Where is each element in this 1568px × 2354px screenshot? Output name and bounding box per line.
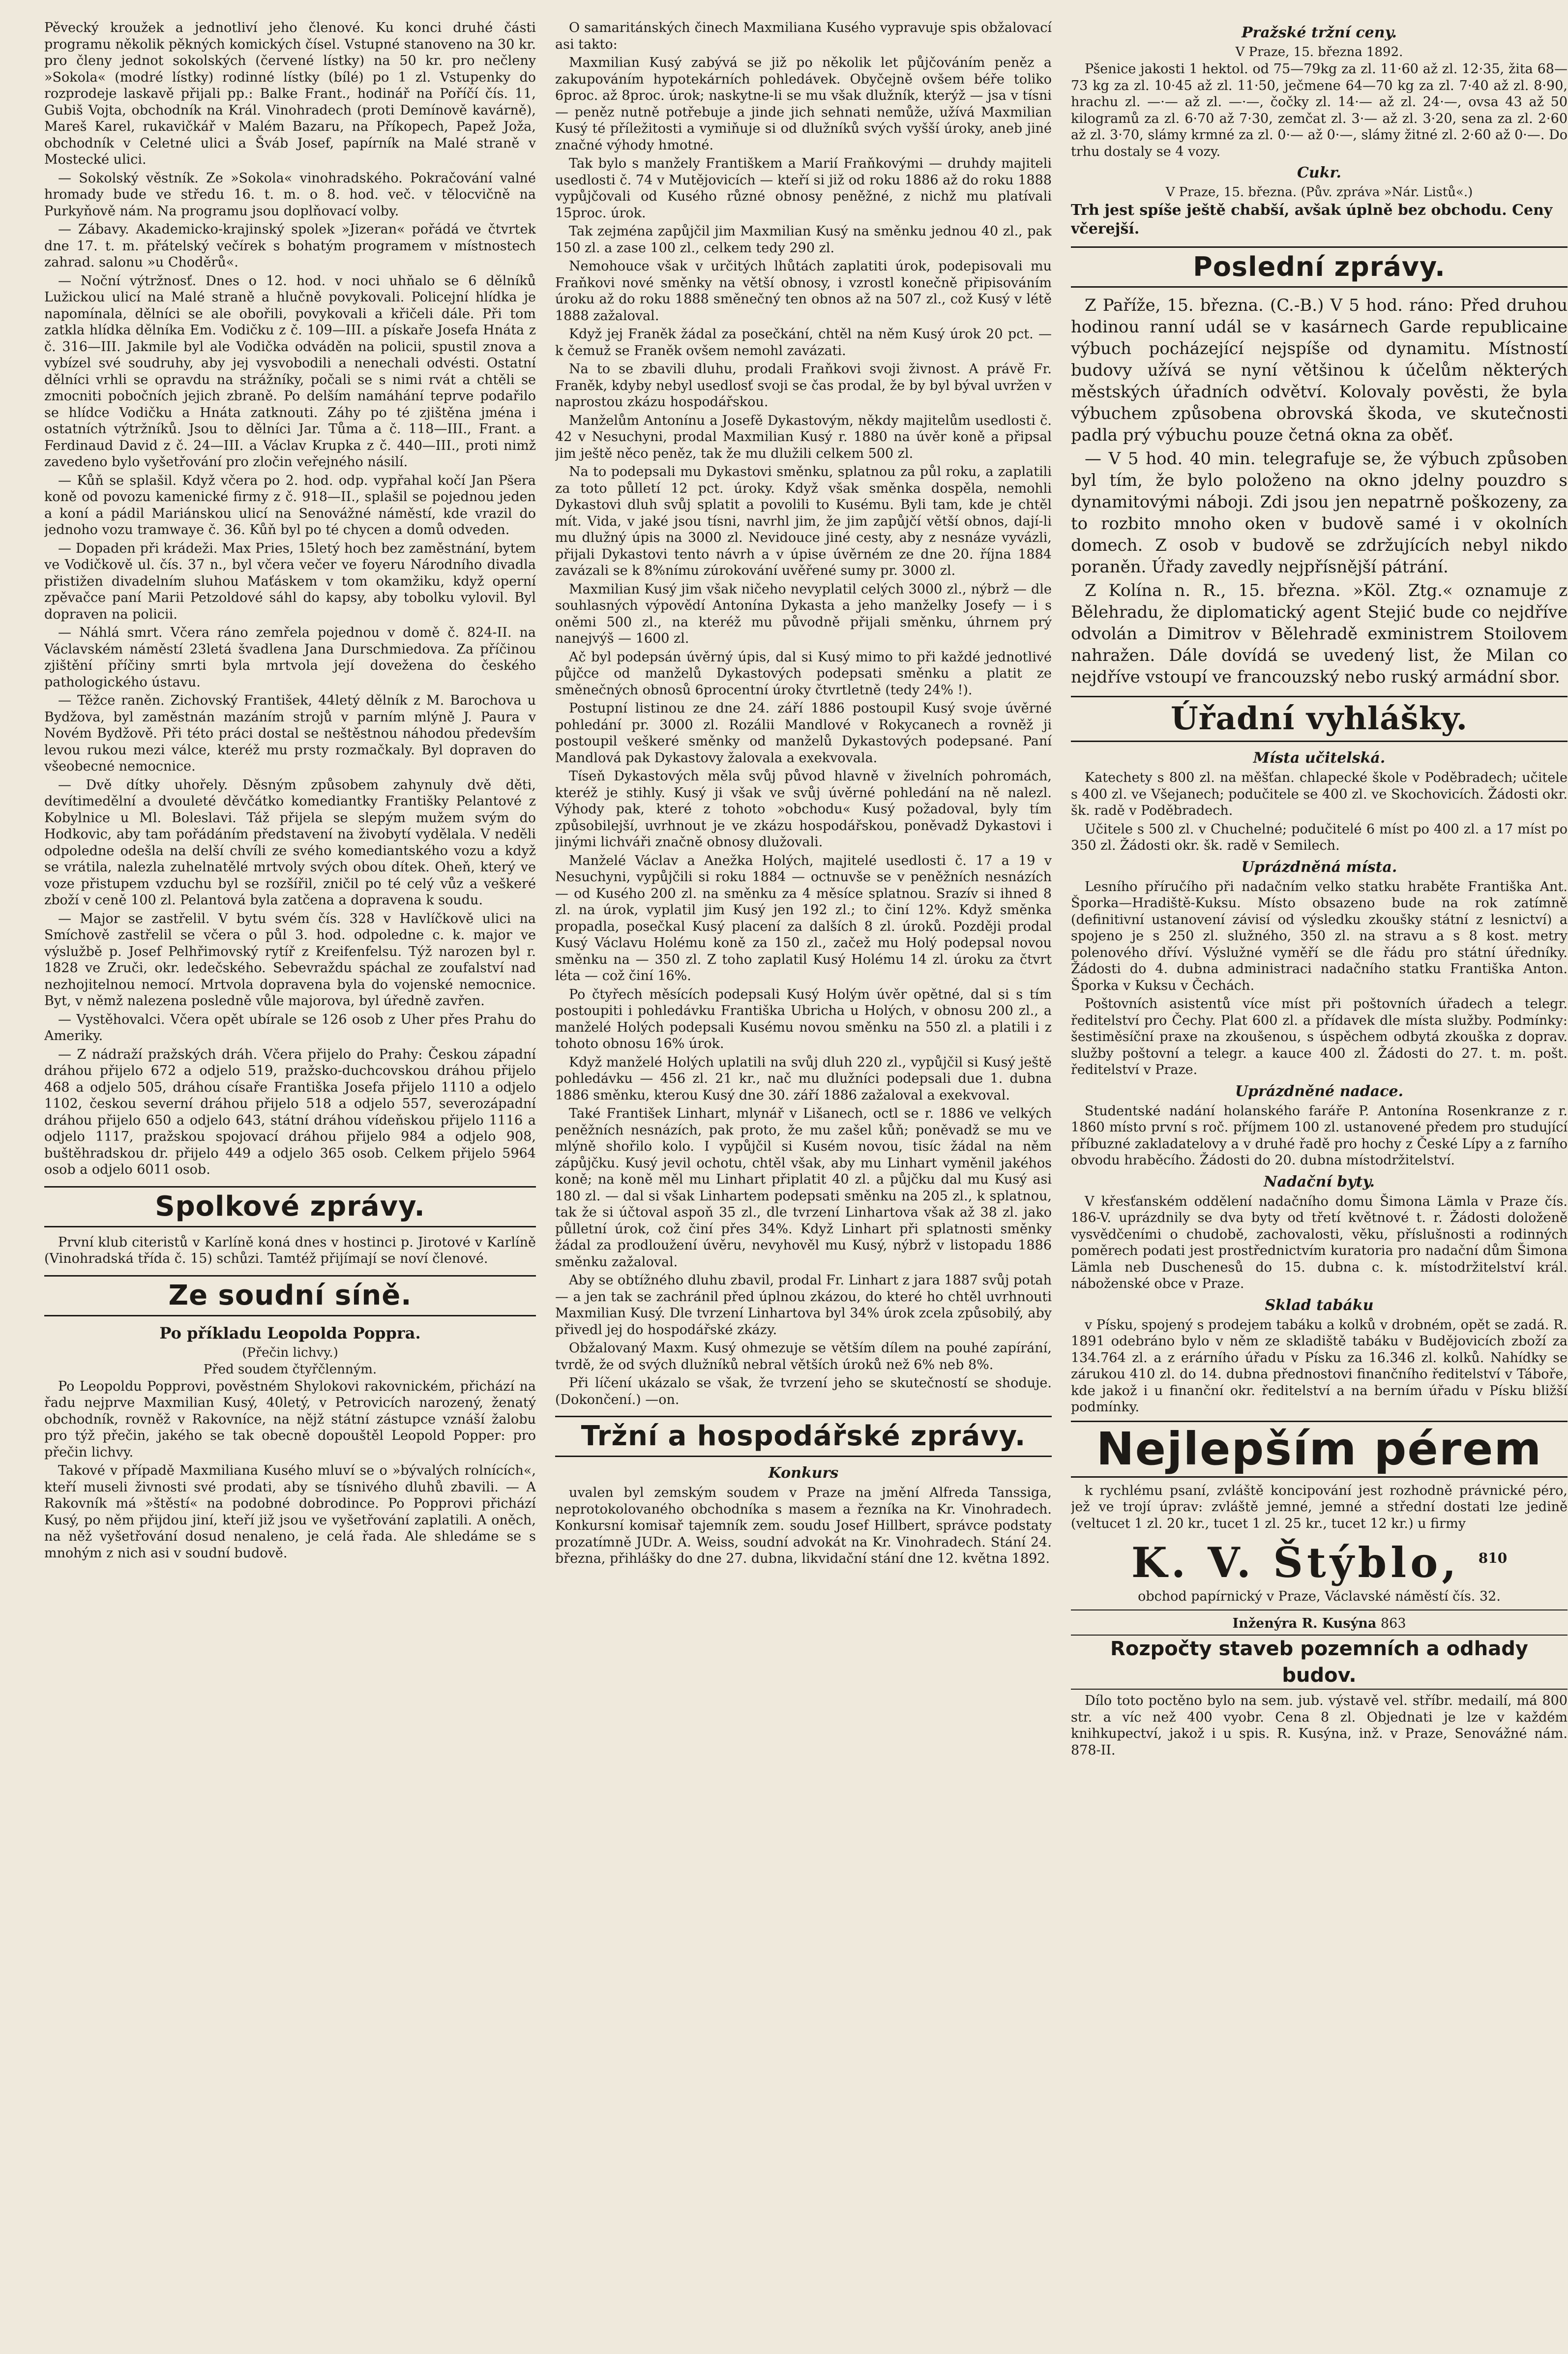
market-date: V Praze, 15. března 1892. bbox=[1235, 45, 1403, 60]
paragraph: — Kůň se splašil. Když včera po 2. hod. odp. vypřahal kočí Jan Pšera koně od povozu kamenické firmy z č. 918—II., splašil se pojednou jeden a koní a pádil Mariánskou ulicí na Senovážné náměstí, kde vrazil do jednoho vozu tramwaye č. 36. Kůň byl po té chycen a domů odveden. bbox=[44, 473, 536, 537]
paragraph: — Major se zastřelil. V bytu svém čís. 328 v Havlíčkově ulici na Smíchově zastřelil se včera o půl 3. hod. odpoledne c. k. major ve výslužbě p. Josef Pelhřimovský rytíř z Kreifenfelsu. Týž narozen byl r. 1828 ve Zruči, okr. ledečského. Sebevraždu spáchal ze zoufalství nad nezhojitelnou nemocí. Mrtvola dopravena byla do vojenské nemocnice. Byt, v němž nalezena posledně vůle majorova, byl úředně zavřen. bbox=[44, 911, 536, 1009]
section-title-spolkove: Spolkové zprávy. bbox=[44, 1186, 536, 1227]
paragraph: — Těžce raněn. Zichovský František, 44letý dělník z M. Barochova u Bydžova, byl zaměstnán mazáním strojů v parním mlýně J. Paura v Novém Bydžově. Při této práci dostal se neštěstnou náhodou především levou rukou mezi válce, kteréž mu prsty rozmačkaly. Byl dopraven do všeobecné nemocnice. bbox=[44, 693, 536, 774]
paragraph: Takové v případě Maxmiliana Kusého mluví se o »bývalých rolnících«, kteří museli živnosti své prodati, aby se tísnivého dluhů zbavili. — A Rakovník má »štěstí« na podobné dobrodince. Po Popprovi přichází Kusý, po něm přijdou jiní, kteří již jsou ve vyšetřování zaplatili. A oněch, na něž vyšetřování dosud nenaleno, je celá řada. Ale shledáme se s mnohým z nich asi v soudní budově. bbox=[44, 1463, 536, 1561]
paragraph: Poštovních asistentů více míst při poštovních úřadech a telegr. ředitelství pro Čechy. Plat 600 zl. a přídavek dle místa služby. Podmínky: šestiměsíční praxe na zkoušenou, s úspěchem odbytá zkouška z doprav. služby poštovní a telegr. a kauce 400 zl. Žádosti do 27. t. m. pošt. ředitelství v Praze. bbox=[1071, 996, 1568, 1077]
section-title-trzni: Tržní a hospodářské zprávy. bbox=[555, 1416, 1052, 1457]
paragraph: — Dopaden při krádeži. Max Pries, 15letý hoch bez zaměstnání, bytem ve Vodičkově ul. čís. 37 n., byl včera večer ve foyeru Národního divadla přistižen divadelním sluhou Maťáskem v tom okamžiku, když operní zpěvačce paní Marii Petzoldové sáhl do kapsy, aby tobolku vylovil. Byl dopraven na policii. bbox=[44, 540, 536, 622]
paragraph: — Vystěhovalci. Včera opět ubírale se 126 osob z Uher přes Prahu do Ameriky. bbox=[44, 1012, 536, 1043]
ad-text: Dílo toto poctěno bylo na sem. jub. výstavě vel. stříbr. medailí, má 800 str. a víc než 400 vyobr. Cena 8 zl. Objednati je lze v každém knihkupectví, jakož i u spis. R. Kusýna, inž. v Praze, Senovážné nám. 878-II. bbox=[1071, 1693, 1568, 1758]
paragraph: Obžalovaný Maxm. Kusý ohmezuje se větším dílem na pouhé zapírání, tvrdě, že od svých dlužníků nebral větších úroků než 6% neb 8%. bbox=[555, 1341, 1052, 1372]
paragraph: Maxmilian Kusý zabývá se již po několik let půjčováním peněz a zakupováním hypotekárních pohledávek. Obyčejně ovšem béře toliko 6proc. až 8proc. úrok; naskytne-li se mu však dlužník, kterýž — jsa v tísni — peněz nutně potřebuje a jinde jich sehnati nemůže, užívá Maxmilian Kusý té příležitosti a vymiňuje si od dlužníků svých vyšší úroky, aneb jiné značné výhody hmotné. bbox=[555, 55, 1052, 153]
paragraph: První klub citeristů v Karlíně koná dnes v hostinci p. Jirotové v Karlíně (Vinohradská třída č. 15) schůzi. Tamtéž přijímají se noví členové. bbox=[44, 1234, 536, 1266]
ad-text: k rychlému psaní, zvláště koncipování jest rozhodně právnické péro, jež ve trojí úprav: zvláště jemné, jemné a střední dostati lze jedině (veltucet 1 zl. 20 kr., tucet 1 zl. 25 kr., tucet 12 kr.) u firmy bbox=[1071, 1483, 1568, 1531]
ad-title-pen: Nejlepším pérem bbox=[1071, 1421, 1568, 1478]
subsection-heading: Nadační byty. bbox=[1264, 1173, 1375, 1191]
paragraph: Maxmilian Kusý jim však ničeho nevyplatil celých 3000 zl., nýbrž — dle souhlasných výpovědí Antonína Dykasta a jeho manželky Josefy — i s oněmi 500 zl., na kteréž mu původně přijali směnku, úhrnem prý nanejvýš — 1600 zl. bbox=[555, 581, 1052, 646]
subsection-heading: Místa učitelská. bbox=[1253, 749, 1386, 767]
subsection-heading: Sklad tabáku bbox=[1265, 1296, 1374, 1314]
paragraph: Učitele s 500 zl. v Chuchelné; podučitelé 6 míst po 400 zl. a 17 míst po 350 zl. Žádosti okr. šk. radě v Semilech. bbox=[1071, 821, 1568, 853]
ad-address: obchod papírnický v Praze, Václavské náměstí čís. 32. bbox=[1138, 1589, 1501, 1604]
section-title-soudni: Ze soudní síně. bbox=[44, 1275, 536, 1316]
article-title: Po příkladu Leopolda Poppra. bbox=[159, 1323, 421, 1342]
paragraph: Při líčení ukázalo se však, že tvrzení jeho se skutečností se shoduje. (Dokončení.) —on. bbox=[555, 1375, 1052, 1407]
paragraph: Lesního příručího při nadačním velko statku hraběte Františka Ant. Šporka—Hradiště-Kuksu. Místo obsazeno bude na rok zatímně (definitivní ustanovení závisí od výsledku zkoušky státní z lesnictví) a spojeno je s 250 zl. služného, 350 zl. na stravu a s 8 kost. metry polenového dříví. Výslužné vyměří se dle řádu pro státní úředníky. Žádosti do 4. dubna administraci nadačního statku Františka Anton. Šporka v Kuksu v Čechách. bbox=[1071, 879, 1568, 993]
section-title-uredni: Úřadní vyhlášky. bbox=[1071, 696, 1568, 742]
paragraph: Také František Linhart, mlynář v Lišanech, octl se r. 1886 ve velkých peněžních nesnázích, pak proto, že mu zašel kůň; poněvadž se mu ve mlýně shořilo kolo. I vypůjčil si Kusém novou, tisíc žádal na něm zápůjčku. Kusý jevil ochotu, chtěl však, aby mu Linhart vyměnil jakéhos koně; na koně měl mu Linhart připlatit 40 zl. a půjčku dal mu Kusý asi 180 zl. — dal si však Linhartem podepsati směnku na 205 zl., k splatnou, tak že si účtoval aspoň 35 zl., dle tvrzení Linhartova však až 38 zl. jako půlletní úrok, což činí přes 34%. Když Linhart při splatnosti směnky žádal za prodloužení úvěru, nevyhověl mu Kusý, nýbrž v listopadu 1886 směnku zažaloval. bbox=[555, 1106, 1052, 1270]
paragraph: — Sokolský věstník. Ze »Sokola« vinohradského. Pokračování valné hromady bude ve středu 16. t. m. o 8. hod. več. v tělocvičně na Purkyňově nám. Na programu jsou doplňovací volby. bbox=[44, 170, 536, 219]
paragraph: — Dvě dítky uhořely. Děsným způsobem zahynuly dvě děti, devítimedělní a dvouleté děvčátko komediantky Františky Pelantové z Kobylnice u Ml. Boleslavi. Táž přijela se slepým mužem svým do Hodkovic, aby tam pořádáním představení na živobytí vydělala. V neděli odpoledne odešla na delší chvíli ze svého komediantského vozu a když se vrátila, nalezla zuhelnatělé mrtvoly svých obou dítek. Oheň, který ve voze přistupem vzduchu byl se rozšířil, zničil po té celý vůz a veškeré zboží v ceně 100 zl. Pelantová byla zatčena a dopravena k soudu. bbox=[44, 777, 536, 908]
paragraph: Po čtyřech měsících podepsali Kusý Holým úvěr opětné, dal si s tím postoupiti i pohledávku Františka Ubricha u Holých, v obnosu 200 zl., a manželé Holých podepsali Kusému novou směnku na 550 zl. a platili i z tohoto obnosu 16% úrok. bbox=[555, 986, 1052, 1051]
paragraph: Ač byl podepsán úvěrný úpis, dal si Kusý mimo to při každé jednotlivé půjčce od manželů Dykastových podepsati směnku a platit ze směnečných obnosů 6procentní úroky čtvrtletně (tedy 24% !). bbox=[555, 649, 1052, 698]
paragraph: Manželé Václav a Anežka Holých, majitelé usedlosti č. 17 a 19 v Nesuchyni, vypůjčili si roku 1884 — octnuvše se v peněžních nesnázích — od Kusého 200 zl. na směnku za 4 měsíce splatnou. Srazív si ihned 8 zl. na úrok, vyplatil jim Kusý jen 192 zl.; to činí 12%. Když směnka propadla, posečkal Kusý placení za dalších 8 zl. úroků. Později prodal Kusý Václavu Holému koně za 150 zl., začež mu Holý podepsal novou směnku na — 350 zl. Z toho zaplatil Kusý Holému 14 zl. úroku za čtvrt léta — což činí 16%. bbox=[555, 853, 1052, 983]
paragraph: Když manželé Holých uplatili na svůj dluh 220 zl., vypůjčil si Kusý ještě pohledávku — 456 zl. 21 kr., nač mu dlužníci podepsali due 1. dubna 1886 směnku, kterou Kusý dne 30. září 1886 zažaloval a exekvoval. bbox=[555, 1054, 1052, 1103]
paragraph: uvalen byl zemským soudem v Praze na jmění Alfreda Tanssiga, neprotokolovaného obchodníka s masem a řezníka na Kr. Vinohradech. Konkursní komisař tajemník zem. soudu Josef Hillbert, správce podstaty prozatímně JUDr. A. Weiss, soudní advokát na Kr. Vinohradech. Stání 24. března, přihlášky do dne 27. dubna, likvidační stání dne 12. května 1892. bbox=[555, 1485, 1052, 1566]
paragraph: V křesťanském oddělení nadačního domu Šimona Lämla v Praze čís. 186-V. uprázdnily se dva byty od třetí květnové t. r. Žádosti doloženě vysvědčeními o chudobě, zachovalosti, věku, příslušnosti a rodinných poměrech podati jest prostřednictvím kuratoria pro nadační dům Šimona Lämla neb Duschenesů do 15. dubna c. k. místodržitelství král. náboženské obce v Praze. bbox=[1071, 1193, 1568, 1291]
paragraph: Nemohouce však v určitých lhůtách zaplatiti úrok, podepisovali mu Fraňkovi nové směnky na větší obnosy, i vzrostl konečně připisováním úroku až do roku 1888 směnečný ten obnos až na 507 zl., což Kusý v létě 1888 zažaloval. bbox=[555, 259, 1052, 324]
ad-title-budgets: Rozpočty staveb pozemních a odhady budov. bbox=[1071, 1635, 1568, 1690]
paragraph: Tak bylo s manžely Františkem a Marií Fraňkovými — druhdy majiteli usedlosti č. 74 v Mutějovicích — kteří si již od roku 1886 až do roku 1888 vypůjčovali od Kusého různé obnosy peněžné, z nichž mu platívali 15proc. úrok. bbox=[555, 156, 1052, 221]
ad-company-label: K. V. Štýblo, bbox=[1131, 1538, 1460, 1587]
sugar-date: V Praze, 15. března. (Pův. zpráva »Nár. Listů«.) bbox=[1165, 185, 1473, 200]
latest-news bbox=[1071, 246, 1568, 688]
paragraph: Na to podepsali mu Dykastovi směnku, splatnou za půl roku, a zaplatili za toto půlletí 12 pct. úroky. Když však směnka dospěla, nemohli Dykastovi dluh svůj splatit a povolili to Kusému. Byli tam, kde je chtěl mít. Vida, v jaké jsou tísni, navrhl jim, že jim zapůjčí větší obnos, dají-li mu dlužný úpis na 3000 zl. Nevidouce jiné cesty, aby z nesnáze vyvázli, přijali Dykastovi tento návrh a v úpise úvěrném ze dne 20. října 1884 zavázali se k 8%nímu zúrokování uvěřené sumy pr. 3000 zl. bbox=[555, 464, 1052, 578]
subsection-heading: Uprázdněné nadace. bbox=[1235, 1082, 1404, 1100]
paragraph: — Zábavy. Akademicko-krajinský spolek »Jizeran« pořádá ve čtvrtek dne 17. t. m. přátelský večírek s bohatým programem v místnostech zahrad. salonu »u Choděrů«. bbox=[44, 222, 536, 270]
paragraph: — Noční výtržnosť. Dnes o 12. hod. v noci uhňalo se 6 dělníků Lužickou ulicí na Malé straně a hlučně povykovali. Policejní hlídka je napomínala, dělníci se ale obořili, povykovali a křičeli dále. Při tom zatkla hlídka dělníka Em. Vodičku z č. 109—III. a pískaře Josefa Hnáta z č. 316—III. Jakmile byl ale Vodička odváděn na policii, spustil znova a vybízel své soudruhy, aby jej vysvobodili a nenechali odvésti. Ostatní dělníci vrhli se opravdu na strážníky, počali se s nimi rvát a chtěli se zmocniti pobočních jejich zbraně. Po delším namáhání teprve podařilo se hlídce Vodičku a Hnáta zatknouti. Záhy po té zjištěna jména i ostatních výtržníků. Jsou to dělníci Jar. Tůma a č. 118—III., Frant. a Ferdinaud David z č. 24—III. a Václav Krupka z č. 440—III., proti nimž zavedeno bylo vyšetřování pro zločin veřejného násilí. bbox=[44, 273, 536, 470]
sugar-heading: Cukr. bbox=[1297, 164, 1341, 181]
paragraph: Katechety s 800 zl. na měšťan. chlapecké škole v Poděbradech; učitele s 400 zl. ve Všejanech; podučitele se 400 zl. ve Skochovicích. Žádosti okr. šk. radě v Poděbradech. bbox=[1071, 770, 1568, 818]
column-3 bbox=[1071, 20, 1568, 2334]
paragraph: Když jej Franěk žádal za posečkání, chtěl na něm Kusý úrok 20 pct. — k čemuž se Franěk ovšem nemohl zavázati. bbox=[555, 327, 1052, 358]
paragraph: Tak zejména zapůjčil jim Maxmilian Kusý na směnku jednou 40 zl., pak 150 zl. a zase 100 zl., celkem tedy 290 zl. bbox=[555, 224, 1052, 256]
paragraph: — Náhlá smrt. Včera ráno zemřela pojednou v domě č. 824-II. na Václavském náměstí 23letá švadlena Jana Durschmiedova. Za příčinou zjištění příčiny smrti byla mrtvola její dovežena do českého pathologického ústavu. bbox=[44, 625, 536, 690]
ad-engineer-label: Inženýra R. Kusýna bbox=[1232, 1616, 1377, 1631]
paragraph: Tíseň Dykastových měla svůj původ hlavně v živelních pohromách, kteréž je stihly. Kusý ji však ve svůj úvěrné pohledání na ně nalezl. Výhody pak, které z tohoto »obchodu« Kusý požadoval, byly tím způsobilejší, uvrhnout je ve zkázu hospodářskou, poněvadž Dykastovi i jinými lichváři značně obnosy dlužovali. bbox=[555, 769, 1052, 850]
paragraph: Postupní listinou ze dne 24. září 1886 postoupil Kusý svoje úvěrné pohledání pr. 3000 zl. Rozálii Mandlové v Rokycanech a rovněž ji postoupil veškeré směnky od manželů Dykastových podepsané. Paní Mandlová pak Dykastovy žalovala a exekvovala. bbox=[555, 701, 1052, 766]
konkurs-heading: Konkurs bbox=[768, 1464, 839, 1482]
paragraph: v Písku, spojený s prodejem tabáku a kolků v drobném, opět se zadá. R. 1891 odebráno bylo v něm ze skladiště tabáku v Budějovicích zboží za 134.764 zl. a z erárního úřadu v Písku za 16.346 zl. kolků. Nahídky se zárukou 410 zl. do 14. dubna přednostovi finančního ředitelství v Táboře, kde jakož i u finanční okr. ředitelství a na berním úřadu v Písku bližší podmínky. bbox=[1071, 1317, 1568, 1415]
paragraph: Na to se zbavili dluhu, prodali Fraňkovi svoji živnost. A právě Fr. Franěk, kdyby nebyl usedlosť svoji se čas prodal, že by byl býval uvržen v naprostou zkázu hospodářskou. bbox=[555, 361, 1052, 410]
paragraph: Aby se obtížného dluhu zbavil, prodal Fr. Linhart z jara 1887 svůj potah — a jen tak se zachránil před úplnou zkázou, do které ho chtěl uvrhnouti Maxmilian Kusý. Dle tvrzení Linhartova byl 34% úrok zcela způsobilý, aby přivedl jej do hospodářské zkázy. bbox=[555, 1273, 1052, 1338]
article-subtitle-2: Před soudem čtyřčlenným. bbox=[203, 1362, 377, 1377]
paragraph: Z Paříže, 15. března. (C.-B.) V 5 hod. ráno: Před druhou hodinou ranní udál se v kasárnech Garde republicaine výbuch pocházející nejspíše od dynamitu. Místností budovy užívá se nyní většinou k účelům některých městských úřadních odvětví. Kolovaly pověsti, že byla výbuchem způsobena obrovská škoda, ve skutečnosti padla prý výbuchu pouze četná okna za oběť. bbox=[1071, 296, 1568, 445]
paragraph: Manželům Antonínu a Josefě Dykastovým, někdy majitelům usedlosti č. 42 v Nesuchyni, prodal Maxmilian Kusý r. 1880 na úvěr koně a připsal jim ještě něco peněz, tak že mu dlužili celkem 500 zl. bbox=[555, 413, 1052, 461]
paragraph: Z Kolína n. R., 15. března. »Köl. Ztg.« oznamuje z Bělehradu, že diplomatický agent Stejić bude co nejdříve odvolán a Dimitrov v Bělehradě exministrem Stoilovem nahražen. Dále dovídá se uvedený list, že Milan co nejdříve vstoupí ve francouzský nebo ruský armádní sbor. bbox=[1071, 581, 1568, 687]
subsection-heading: Uprázdněná místa. bbox=[1241, 858, 1397, 876]
section-title-posledni: Poslední zprávy. bbox=[1071, 246, 1568, 288]
article-subtitle: (Přečin lichvy.) bbox=[242, 1345, 338, 1360]
column-2 bbox=[555, 20, 1052, 2334]
ad-number: 863 bbox=[1381, 1616, 1406, 1631]
ad-engineer bbox=[1071, 1615, 1568, 1632]
paragraph: O samaritánských činech Maxmiliana Kusého vypravuje spis obžalovací asi takto: bbox=[555, 20, 1052, 52]
paragraph: — V 5 hod. 40 min. telegrafuje se, že výbuch způsoben byl tím, že bylo položeno na okno jdelny pouzdro s dynamitovými náboji. Zdi jsou jen nepatrně poškozeny, za to rozbito mnoho oken v budově samé i v okolních domech. Z osob v budově se zdržujících nebyl nikdo poraněn. Úřady zavedly nejpřísnější pátrání. bbox=[1071, 449, 1568, 577]
divider bbox=[1071, 1609, 1568, 1610]
paragraph: Pěvecký kroužek a jednotliví jeho členové. Ku konci druhé části programu několik pěkných komických čísel. Vstupné stanoveno na 30 kr. pro členy jednot sokolských (červené lístky) na 50 kr. pro nečleny »Sokola« (modré lístky) rodinné lístky (bílé) po 1 zl. Vstupenky do rozprodeje laskavě přijali pp.: Balke Frant., hodinář na Poříčí čís. 11, Gubiš Vojta, obchodník na Král. Vinohradech (proti Demínově kavárně), Mareš Karel, rukavičkář v Malém Bazaru, na Příkopech, Papež Joža, obchodník v Celetné ulici a Šváb Josef, papírník na Malé straně v Mostecké ulici. bbox=[44, 20, 536, 167]
column-1 bbox=[44, 20, 536, 2334]
ad-company-name bbox=[1071, 1534, 1568, 1587]
market-prices-heading: Pražské tržní ceny. bbox=[1242, 24, 1397, 41]
sugar-report: Trh jest spíše ještě chabší, avšak úplně bez obchodu. Ceny včerejší. bbox=[1071, 202, 1553, 238]
paragraph: Po Leopoldu Popprovi, pověstném Shylokovi rakovnickém, přichází na řadu nejprve Maxmilian Kusý, 40letý, v Petrovicích narozený, ženatý obchodník, rovněž v Rakovníce, na nějž státní zástupce vznáší žalobu pro týž přečin, jakého se tak obecně dopouštěl Leopold Popper: pro přečin lichvy. bbox=[44, 1378, 536, 1460]
paragraph: Pšenice jakosti 1 hektol. od 75—79kg za zl. 11·60 až zl. 12·35, žita 68—73 kg za zl. 10·45 až zl. 11·50, ječmene 64—70 kg za zl. 7·40 až zl. 8·90, hrachu zl. —·— až zl. —·—, čočky zl. 14·— až zl. 24·—, ovsa 43 až 50 kilogramů za zl. 6·70 až 7·30, zemčat zl. 3·— až zl. 3·20, sena za zl. 2·60 až zl. 3·70, slámy krmné za zl. 0·— až 0·—, slámy žitné zl. 2·60 až 0·—. Do trhu dostaly se 4 vozy. bbox=[1071, 61, 1568, 159]
paragraph: Studentské nadání holanského faráře P. Antonína Rosenkranze z r. 1860 místo první s roč. příjmem 100 zl. ustanovené předem pro studující příbuzné zakladatelovy a v druhé řadě pro hochy z České Lípy a z farního obvodu hraběcího. Žádosti do 20. dubna místodržitelství. bbox=[1071, 1103, 1568, 1168]
paragraph: — Z nádraží pražských dráh. Včera přijelo do Prahy: Českou západní dráhou přijelo 672 a odjelo 519, pražsko-duchcovskou dráhou přijelo 468 a odjelo 505, dráhou císaře Františka Josefa přijelo 1110 a odjelo 1102, českou severní dráhou přijelo 518 a odjelo 557, severozápadní dráhou přijelo 650 a odjelo 643, státní dráhou vídeňskou přijelo 1116 a odjelo 1117, pražskou spojovací dráhou přijelo 984 a odjelo 908, buštěhradskou dr. přijelo 449 a odjelo 365 osob. Celkem přijelo 5964 osob a odjelo 6011 osob. bbox=[44, 1046, 536, 1177]
ad-number: 810 bbox=[1478, 1550, 1508, 1566]
